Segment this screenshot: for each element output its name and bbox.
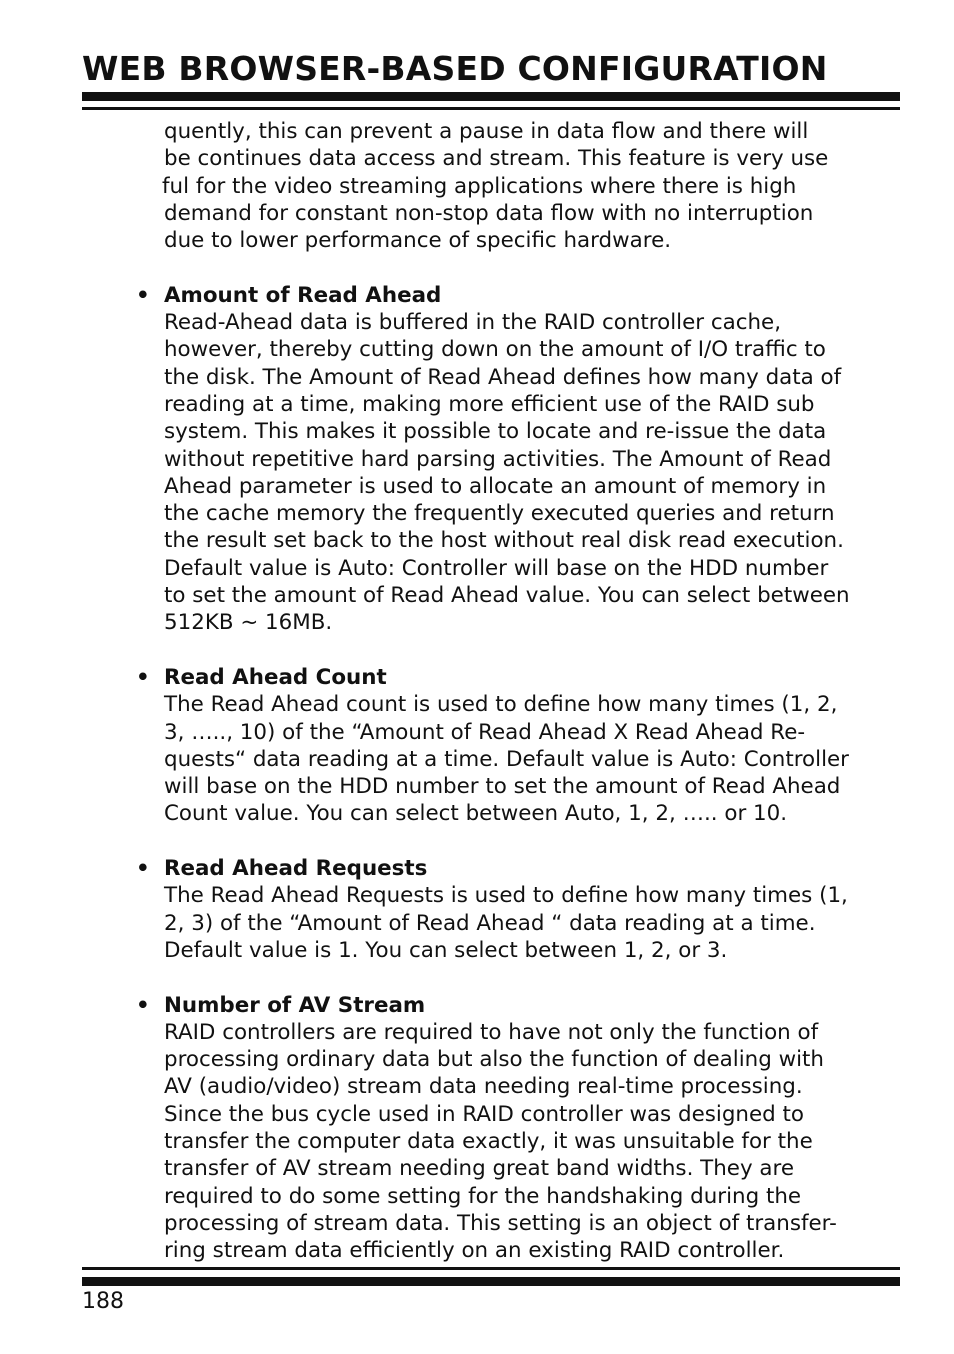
- text-line: AV (audio/video) stream data needing real-time processing.: [164, 1074, 803, 1100]
- text-line: transfer of AV stream needing great band widths. They are: [164, 1156, 794, 1182]
- text-line: quests“ data reading at a time. Default value is Auto: Controller: [164, 746, 849, 772]
- text-line: transfer the computer data exactly, it was unsuitable for the: [164, 1128, 813, 1154]
- section-title: Read Ahead Requests: [164, 856, 428, 882]
- text-line: be continues data access and stream. This feature is very use: [164, 146, 829, 172]
- text-line: required to do some setting for the handshaking during the: [164, 1183, 802, 1209]
- page-number: 188: [82, 1289, 124, 1314]
- section-title: Amount of Read Ahead: [164, 282, 442, 308]
- footer-rule-thick: [82, 1277, 900, 1286]
- bullet-icon: •: [136, 992, 150, 1018]
- header-rule-thin: [82, 107, 900, 110]
- text-line: 3, ….., 10) of the “Amount of Read Ahead X Read Ahead Re-: [164, 719, 806, 745]
- text-line: The Read Ahead count is used to define how many times (1, 2,: [164, 692, 838, 718]
- bullet-icon: •: [136, 282, 150, 308]
- text-line: reading at a time, making more efficient use of the RAID sub: [164, 391, 815, 417]
- text-line: ring stream data efficiently on an existing RAID controller.: [164, 1238, 785, 1264]
- text-line: Since the bus cycle used in RAID controller was designed to: [164, 1101, 804, 1127]
- section-title: Number of AV Stream: [164, 992, 426, 1018]
- section-read-ahead-count: [136, 664, 904, 828]
- footer-rule-thin: [82, 1267, 900, 1270]
- text-line: 512KB ~ 16MB.: [164, 610, 333, 636]
- section-number-of-av-stream: [136, 992, 904, 1265]
- page-content: [136, 118, 904, 1264]
- page-title: WEB BROWSER-BASED CONFIGURATION: [82, 49, 828, 88]
- text-line: 2, 3) of the “Amount of Read Ahead “ data reading at a time.: [164, 910, 816, 936]
- header-rule-thick: [82, 92, 900, 101]
- text-line: Default value is 1. You can select between 1, 2, or 3.: [164, 937, 728, 963]
- text-line: processing of stream data. This setting is an object of transfer-: [164, 1210, 837, 1236]
- text-line: the result set back to the host without real disk read execution.: [164, 528, 844, 554]
- text-line: RAID controllers are required to have not only the function of: [164, 1019, 819, 1045]
- bullet-icon: •: [136, 856, 150, 882]
- text-line: system. This makes it possible to locate and re-issue the data: [164, 419, 827, 445]
- section-read-ahead-requests: [136, 855, 904, 964]
- text-line: however, thereby cutting down on the amount of I/O traffic to: [164, 337, 826, 363]
- text-line: quently, this can prevent a pause in data flow and there will: [164, 119, 809, 144]
- text-line: ful for the video streaming applications where there is high: [162, 173, 797, 199]
- section-title: Read Ahead Count: [164, 664, 387, 690]
- text-line: demand for constant non-stop data flow with no interruption: [164, 200, 814, 226]
- bullet-icon: •: [136, 664, 150, 690]
- text-line: The Read Ahead Requests is used to define how many times (1,: [164, 883, 848, 909]
- intro-paragraph: [164, 118, 904, 254]
- text-line: due to lower performance of specific hardware.: [164, 228, 672, 254]
- text-line: the disk. The Amount of Read Ahead defines how many data of: [164, 364, 842, 390]
- text-line: Count value. You can select between Auto, 1, 2, ….. or 10.: [164, 801, 788, 827]
- text-line: processing ordinary data but also the function of dealing with: [164, 1047, 824, 1073]
- text-line: Default value is Auto: Controller will base on the HDD number: [164, 555, 829, 581]
- text-line: Ahead parameter is used to allocate an amount of memory in: [164, 473, 827, 499]
- text-line: Read-Ahead data is buffered in the RAID controller cache,: [164, 310, 781, 336]
- text-line: will base on the HDD number to set the amount of Read Ahead: [164, 774, 841, 800]
- text-line: the cache memory the frequently executed queries and return: [164, 501, 835, 527]
- text-line: without repetitive hard parsing activities. The Amount of Read: [164, 446, 832, 472]
- section-amount-of-read-ahead: [136, 282, 904, 637]
- text-line: to set the amount of Read Ahead value. You can select between: [164, 583, 850, 609]
